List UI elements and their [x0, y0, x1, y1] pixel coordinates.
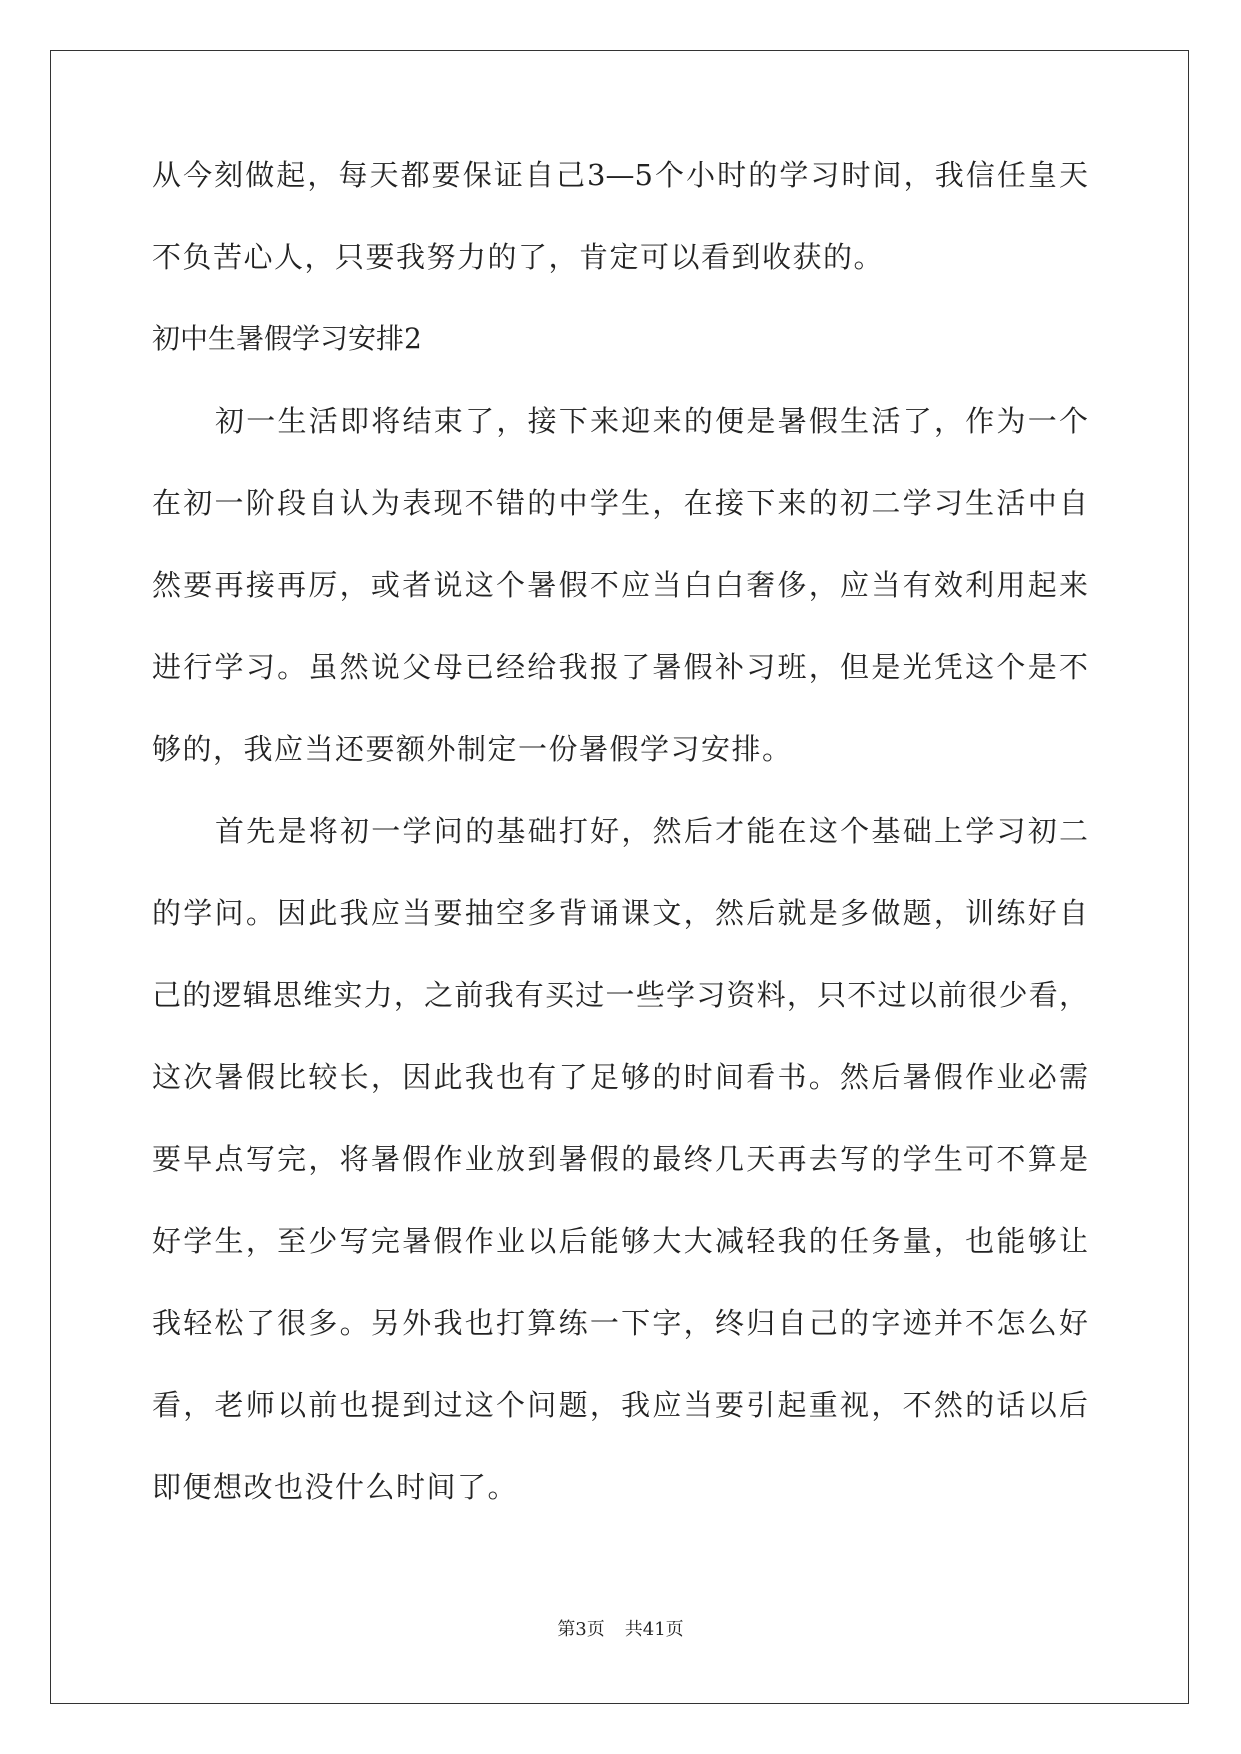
paragraph-line: 初一生活即将结束了，接下来迎来的便是暑假生活了，作为一个 [215, 404, 1088, 438]
paragraph-line: 在初一阶段自认为表现不错的中学生，在接下来的初二学习生活中自 [152, 486, 1088, 520]
paragraph-line: 己的逻辑思维实力，之前我有买过一些学习资料，只不过以前很少看， [152, 978, 1088, 1012]
paragraph-line: 然要再接再厉，或者说这个暑假不应当白白奢侈，应当有效利用起来 [152, 568, 1088, 602]
paragraph-line: 要早点写完，将暑假作业放到暑假的最终几天再去写的学生可不算是 [152, 1142, 1088, 1176]
paragraph-line: 我轻松了很多。另外我也打算练一下字，终归自己的字迹并不怎么好 [152, 1306, 1088, 1340]
document-body [152, 155, 1092, 1549]
current-page-label: 第3页 [557, 1619, 605, 1640]
total-pages-label: 共41页 [624, 1619, 684, 1640]
paragraph-line: 够的，我应当还要额外制定一份暑假学习安排。 [152, 732, 793, 766]
section-heading: 初中生暑假学习安排2 [152, 322, 422, 355]
paragraph-line: 进行学习。虽然说父母已经给我报了暑假补习班，但是光凭这个是不 [152, 650, 1088, 684]
paragraph-line: 看，老师以前也提到过这个问题，我应当要引起重视，不然的话以后 [152, 1388, 1088, 1422]
paragraph-line: 不负苦心人，只要我努力的了，肯定可以看到收获的。 [152, 240, 885, 274]
paragraph-line: 好学生，至少写完暑假作业以后能够大大减轻我的任务量，也能够让 [152, 1224, 1088, 1258]
paragraph-line: 从今刻做起，每天都要保证自己3—5个小时的学习时间，我信任皇天 [152, 158, 1088, 192]
page-footer [0, 1618, 1241, 1642]
paragraph-line: 即便想改也没什么时间了。 [152, 1470, 519, 1504]
paragraph-line: 首先是将初一学问的基础打好，然后才能在这个基础上学习初二 [215, 814, 1088, 848]
paragraph-line: 的学问。因此我应当要抽空多背诵课文，然后就是多做题，训练好自 [152, 896, 1088, 930]
paragraph-line: 这次暑假比较长，因此我也有了足够的时间看书。然后暑假作业必需 [152, 1060, 1088, 1094]
